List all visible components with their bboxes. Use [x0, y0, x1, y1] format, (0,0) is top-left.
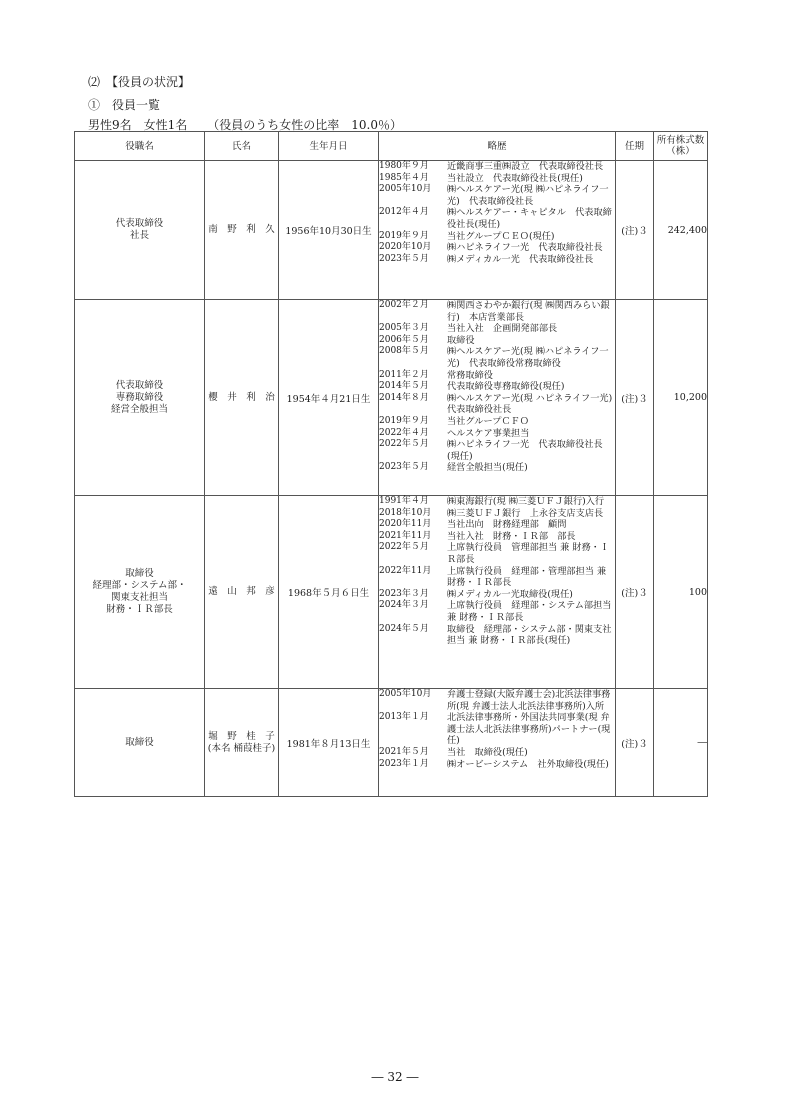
officer-name: 堀 野 桂 子 [208, 730, 275, 742]
career-date: 2020年10月 [379, 242, 432, 253]
role-line: 社長 [129, 230, 149, 241]
officer-real-name: (本名 桶葭桂子) [207, 742, 276, 754]
career-date: 2012年４月 [379, 207, 429, 218]
role-line: 代表取締役 [115, 218, 164, 229]
career-date: 2023年５月 [379, 462, 429, 473]
career-date: 2021年11月 [379, 530, 432, 541]
cell-shares: ― [654, 689, 708, 797]
career-text: 弁護士登録(大阪弁護士会)北浜法律事務所(現 弁護士法人北浜法律事務所)入所 [447, 689, 611, 712]
career-text: 当社 取締役(現任) [447, 746, 528, 758]
career-text: 当社グループＣＦＯ [447, 415, 529, 427]
cell-role [75, 689, 205, 797]
career-date: 2020年11月 [379, 519, 432, 530]
cell-shares: 242,400 [654, 161, 708, 300]
career-entry [379, 439, 615, 462]
career-date: 2013年１月 [379, 712, 429, 723]
career-entry [379, 416, 615, 428]
career-date: 1985年４月 [379, 172, 429, 183]
table-row [75, 689, 708, 797]
role-line: 経営全般担当 [110, 403, 168, 415]
role-line: 経理部・システム部・ [92, 580, 187, 591]
career-entry [379, 747, 615, 759]
career-entry [379, 508, 615, 520]
table-row [75, 300, 708, 496]
role-line: 関東支社担当 [110, 592, 168, 603]
career-entry [379, 207, 615, 230]
header-name: 氏名 [205, 132, 279, 161]
career-date: 2022年５月 [379, 439, 429, 450]
page-number: ― 32 ― [371, 1070, 419, 1084]
role-line: 代表取締役 [115, 379, 164, 391]
career-date: 2019年９月 [379, 415, 429, 426]
career-entry [379, 370, 615, 382]
career-entry [379, 600, 615, 623]
career-text: 当社出向 財務経理部 顧問 [447, 519, 567, 531]
cell-term: (注)３ [616, 161, 654, 300]
career-date: 2024年３月 [379, 600, 429, 611]
cell-name [205, 689, 279, 797]
career-date: 2022年５月 [379, 542, 429, 553]
section-title: ⑵ 【役員の状況】 [88, 75, 191, 89]
cell-role [75, 496, 205, 689]
cell-shares: 10,200 [654, 300, 708, 496]
career-entry [379, 254, 615, 266]
career-date: 2019年９月 [379, 230, 429, 241]
career-entry [379, 346, 615, 369]
cell-name [205, 496, 279, 689]
career-entry [379, 531, 615, 543]
career-entry [379, 624, 615, 647]
career-text: 取締役 [447, 334, 475, 346]
career-entry [379, 323, 615, 335]
career-date: 2014年８月 [379, 392, 429, 403]
role-line: 取締役 [125, 568, 154, 579]
cell-name [205, 300, 279, 496]
career-text: 当社入社 企画開発部部長 [447, 323, 558, 335]
career-date: 2005年10月 [379, 689, 432, 699]
role-line: 取締役 [125, 736, 154, 748]
cell-term: (注)３ [616, 689, 654, 797]
career-entry [379, 381, 615, 393]
cell-career [379, 300, 622, 496]
cell-birth-date: 1968年５月６日生 [279, 496, 379, 689]
career-date: 2018年10月 [379, 507, 432, 518]
career-entry [379, 184, 615, 207]
career-date: 2006年５月 [379, 334, 429, 345]
career-date: 2002年２月 [379, 300, 429, 310]
officer-name: 南 野 利 久 [208, 224, 275, 235]
cell-career [379, 689, 616, 797]
career-text: 当社入社 財務・ＩＲ部 部長 [447, 530, 576, 542]
career-text: 当社グループＣＥＯ(現任) [447, 230, 555, 242]
career-text: ㈱ハピネライフ一光 代表取締役社長(現任) [447, 439, 603, 462]
career-entry [379, 462, 615, 474]
table-header-row [75, 132, 708, 161]
header-career: 略歴 [379, 132, 616, 161]
career-text: 上席執行役員 経理部・システム部担当 兼 財務・ＩＲ部長 [447, 600, 612, 623]
cell-term: (注)３ [616, 300, 654, 496]
cell-name [205, 161, 279, 300]
career-date: 2022年11月 [379, 565, 432, 576]
subsection-title: ① 役員一覧 [88, 98, 161, 112]
career-entry [379, 689, 615, 712]
career-text: 上席執行役員 管理部担当 兼 財務・ＩＲ部長 [447, 542, 610, 565]
header-term: 任期 [616, 132, 654, 161]
career-entry [379, 496, 615, 508]
career-entry [379, 542, 615, 565]
career-text: ㈱ハピネライフ一光 代表取締役社長 [447, 242, 603, 254]
career-text: ㈱東海銀行(現 ㈱三菱ＵＦＪ銀行)入行 [447, 496, 605, 507]
career-date: 1991年４月 [379, 496, 429, 506]
header-birth: 生年月日 [279, 132, 379, 161]
career-text: 上席執行役員 経理部・管理部担当 兼 財務・ＩＲ部長 [447, 565, 607, 589]
career-entry [379, 392, 622, 416]
role-line: 財務・ＩＲ部長 [106, 604, 173, 615]
cell-birth-date: 1954年４月21日生 [279, 300, 379, 496]
career-entry [379, 161, 615, 173]
cell-career [379, 161, 616, 300]
officer-name: 遠 山 邦 彦 [208, 586, 275, 597]
cell-birth-date: 1981年８月13日生 [279, 689, 379, 797]
career-entry [379, 712, 615, 747]
career-date: 1980年９月 [379, 161, 429, 171]
career-text: ㈱ヘルスケアー・キャピタル 代表取締役社長(現任) [447, 207, 612, 230]
header-role: 役職名 [75, 132, 205, 161]
career-text: 代表取締役専務取締役(現任) [447, 381, 565, 393]
career-text: ㈱オービーシステム 社外取締役(現任) [447, 758, 609, 770]
career-text: ㈱ヘルスケアー光(現 ハピネライフ一光) 代表取締役社長 [447, 392, 622, 416]
officer-name: 櫻 井 利 治 [208, 391, 275, 403]
role-line: 専務取締役 [115, 391, 164, 403]
cell-term: (注)３ [616, 496, 654, 689]
career-date: 2024年５月 [379, 623, 429, 634]
career-entry [379, 335, 615, 347]
career-text: ㈱ヘルスケアー光(現 ㈱ハピネライフ一光) 代表取締役常務取締役 [447, 346, 609, 369]
cell-role [75, 161, 205, 300]
officers-table [74, 131, 708, 797]
career-date: 2023年５月 [379, 253, 429, 264]
career-text: ヘルスケア事業担当 [447, 427, 530, 439]
gender-counts: 男性9名 女性1名 [88, 118, 188, 132]
career-date: 2011年２月 [379, 369, 429, 380]
career-text: ㈱メディカル一光 代表取締役社長 [447, 253, 594, 265]
career-entry [379, 519, 615, 531]
career-text: ㈱ヘルスケアー光(現 ㈱ハピネライフ一光) 代表取締役社長 [447, 184, 609, 207]
career-text: 取締役 経理部・システム部・関東支社担当 兼 財務・ＩＲ部長(現任) [447, 623, 612, 647]
table-row [75, 496, 708, 689]
career-date: 2005年３月 [379, 323, 429, 334]
career-entry [379, 589, 615, 601]
female-ratio: （役員のうち女性の比率 10.0％） [207, 118, 403, 132]
career-entry [379, 566, 615, 589]
career-text: 経営全般担当(現任) [447, 462, 528, 474]
career-entry [379, 173, 615, 185]
career-date: 2023年３月 [379, 588, 429, 599]
career-text: ㈱メディカル一光取締役(現任) [447, 588, 573, 600]
cell-role [75, 300, 205, 496]
career-text: 近畿商事三重㈱設立 代表取締役社長 [447, 161, 604, 172]
cell-birth-date: 1956年10月30日生 [279, 161, 379, 300]
career-date: 2021年５月 [379, 746, 429, 757]
career-entry [379, 242, 615, 254]
career-entry [379, 759, 615, 771]
career-date: 2014年５月 [379, 381, 429, 392]
header-shares: 所有株式数（株） [654, 132, 708, 161]
table-row [75, 161, 708, 300]
career-date: 2005年10月 [379, 184, 432, 195]
cell-shares: 100 [654, 496, 708, 689]
cell-career [379, 496, 616, 689]
career-text: 常務取締役 [447, 369, 493, 381]
career-text: ㈱三菱ＵＦＪ銀行 上永谷支店支店長 [447, 507, 604, 519]
career-entry [379, 300, 615, 323]
career-entry [379, 231, 615, 243]
career-text: 北浜法律事務所・外国法共同事業(現 弁護士法人北浜法律事務所)パートナー(現任) [447, 712, 611, 747]
career-date: 2008年５月 [379, 346, 429, 357]
career-entry [379, 428, 615, 440]
career-text: ㈱関西さわやか銀行(現 ㈱関西みらい銀行) 本店営業部長 [447, 300, 610, 323]
career-date: 2023年１月 [379, 758, 429, 769]
career-text: 当社設立 代表取締役社長(現任) [447, 172, 583, 184]
career-date: 2022年４月 [379, 427, 429, 438]
